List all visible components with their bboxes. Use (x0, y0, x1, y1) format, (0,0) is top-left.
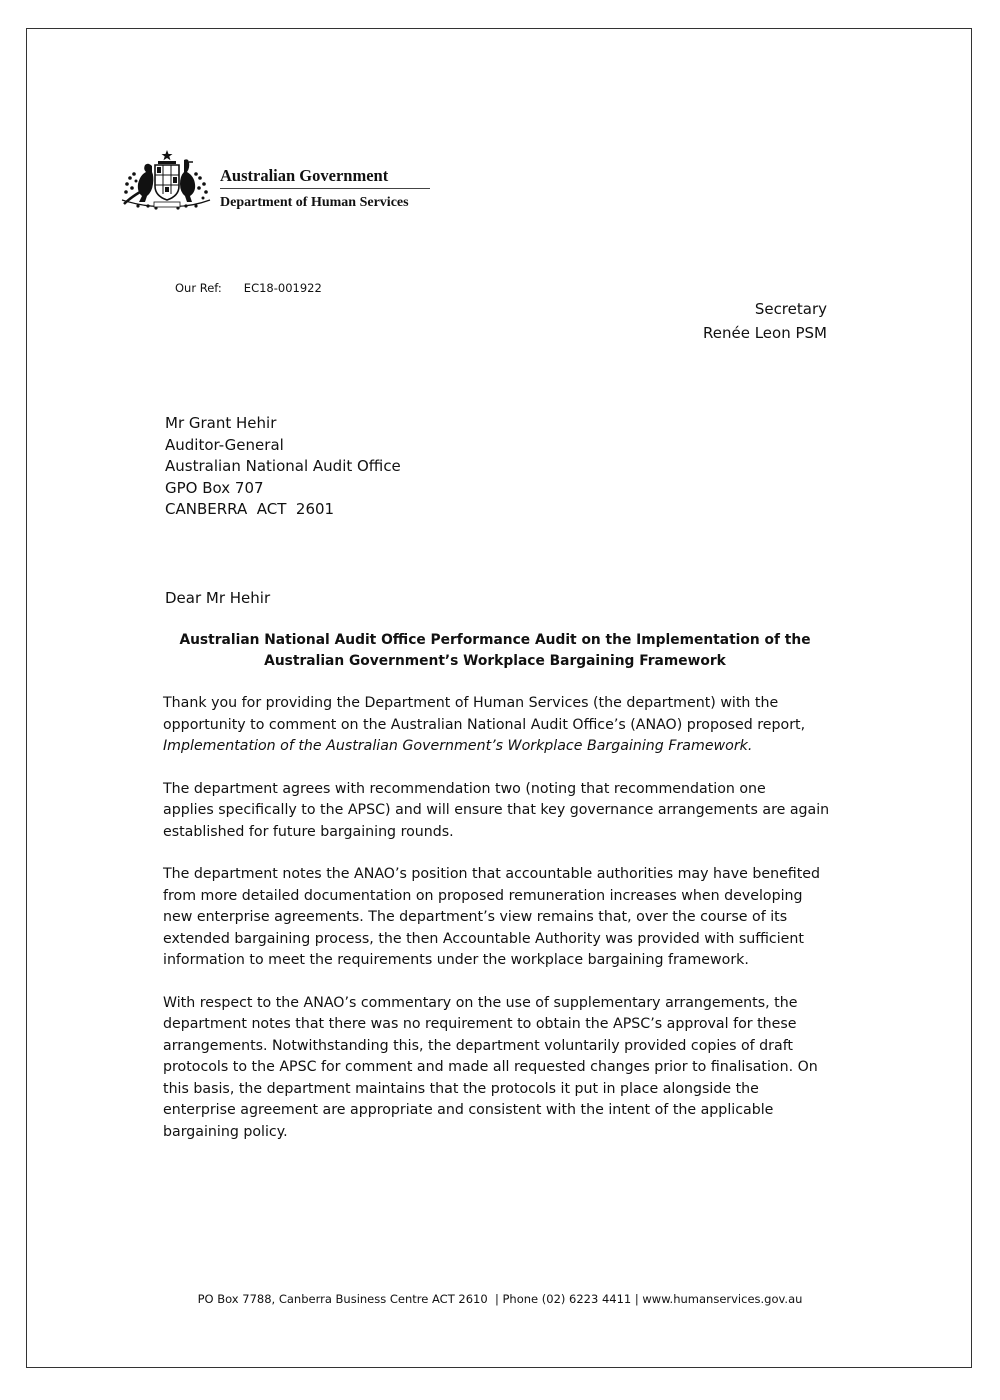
department-name: Department of Human Services (220, 195, 409, 210)
reference-number: EC18-001922 (243, 281, 322, 295)
recipient-po-box: GPO Box 707 (165, 478, 264, 497)
paragraph-line: enterprise agreement are appropriate and consistent with the intent of the applicable (163, 1102, 774, 1118)
paragraph-line: opportunity to comment on the Australian National Audit Office’s (ANAO) proposed report, (163, 716, 806, 733)
recipient-name: Mr Grant Hehir (165, 414, 277, 432)
paragraph-line: protocols to the APSC for comment and made all requested changes prior to finalisation. On (163, 1059, 818, 1075)
recipient-address (165, 413, 401, 521)
paragraph-line: established for future bargaining rounds. (163, 823, 454, 840)
reference-label: Our Ref: (175, 281, 222, 295)
subject-line: Australian National Audit Office Performance Audit on the Implementation of the (179, 632, 811, 648)
subject-line: Australian Government’s Workplace Bargaining Framework (264, 653, 726, 669)
coat-of-arms-logo (118, 148, 213, 216)
paragraph-line: department notes that there was no requirement to obtain the APSC’s approval for these (163, 1016, 797, 1032)
paragraph-line: The department notes the ANAO’s position that accountable authorities may have benefited (163, 866, 821, 882)
recipient-organisation: Australian National Audit Office (165, 457, 401, 475)
letter-subject (160, 630, 830, 672)
sender-title: Secretary (754, 300, 827, 318)
recipient-city: CANBERRA ACT 2601 (165, 500, 335, 518)
paragraph-line: The department agrees with recommendation two (noting that recommendation one (163, 780, 766, 797)
paragraph-2 (163, 779, 838, 844)
paragraph-1 (163, 693, 838, 758)
paragraph-line: Thank you for providing the Department of Human Services (the department) with the (163, 695, 779, 711)
paragraph-line: bargaining policy. (163, 1123, 288, 1140)
paragraph-line: applies specifically to the APSC) and will ensure that key governance arrangements are again (163, 802, 830, 818)
paragraph-line: new enterprise agreements. The department’s view remains that, over the course of its (163, 909, 788, 925)
footer-contact: PO Box 7788, Canberra Business Centre ACT 2610 | Phone (02) 6223 4411 | www.humanservices.gov.au (197, 1292, 803, 1306)
paragraph-line: arrangements. Notwithstanding this, the department voluntarily provided copies of draft (163, 1037, 793, 1054)
sender-block (703, 297, 827, 345)
paragraph-line: With respect to the ANAO’s commentary on the use of supplementary arrangements, the (163, 994, 798, 1011)
letter-body (163, 693, 838, 1164)
paragraph-line: information to meet the requirements under the workplace bargaining framework. (163, 952, 749, 968)
paragraph-3 (163, 864, 838, 972)
letterhead-divider (220, 188, 430, 189)
government-name: Australian Government (220, 166, 389, 185)
sender-name: Renée Leon PSM (703, 324, 827, 342)
reference-line (175, 281, 322, 295)
paragraph-4 (163, 993, 838, 1144)
report-title: Implementation of the Australian Government’s Workplace Bargaining Framework. (163, 738, 753, 754)
paragraph-line: extended bargaining process, the then Accountable Authority was provided with sufficient (163, 930, 804, 947)
paragraph-line: this basis, the department maintains that the protocols it put in place alongside the (163, 1080, 759, 1097)
paragraph-line: from more detailed documentation on proposed remuneration increases when developing (163, 887, 803, 904)
salutation: Dear Mr Hehir (165, 589, 271, 607)
recipient-position: Auditor-General (165, 435, 284, 454)
